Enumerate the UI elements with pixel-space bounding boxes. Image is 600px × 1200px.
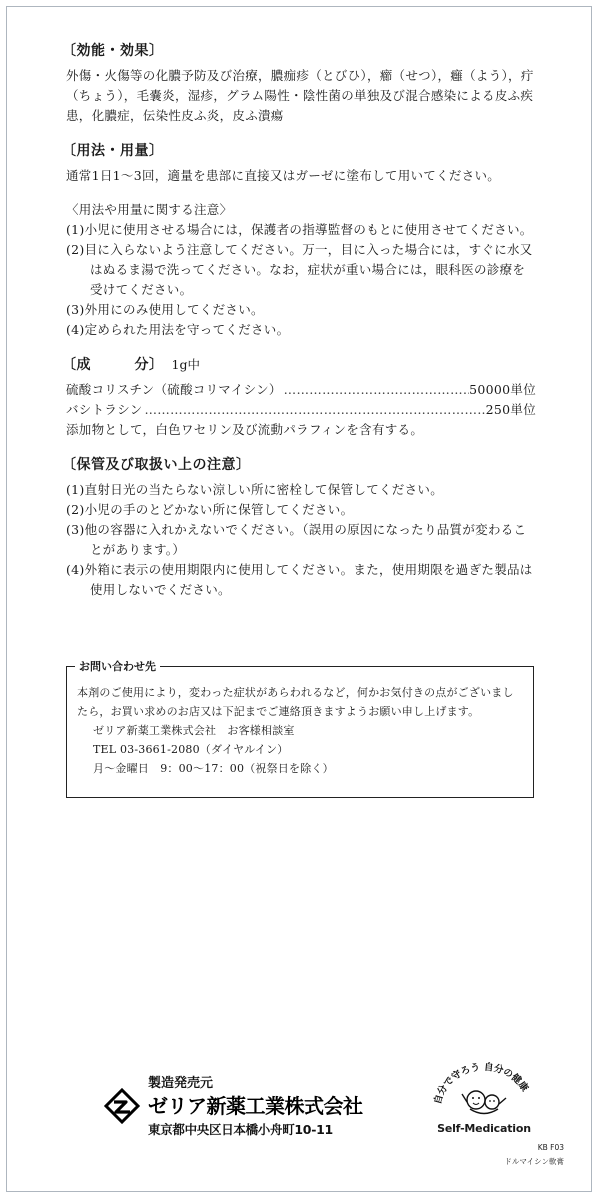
self-medication-mascot-icon (430, 1058, 538, 1124)
contact-tel: TEL 03-3661-2080（ダイヤルイン） (93, 743, 289, 756)
manufacturer-block (104, 1072, 404, 1142)
self-medication-arc-text: 自分で守ろう 自分の健康 (432, 1061, 531, 1106)
ingredient-name: 硫酸コリスチン（硫酸コリマイシン） (66, 382, 282, 397)
leader-dots (282, 380, 469, 400)
self-medication-logo (430, 1058, 538, 1138)
ingredients-amount: 1g中 (171, 357, 200, 372)
product-name: ドルマイシン軟膏 (504, 1157, 564, 1166)
self-medication-label: Self-Medication (437, 1122, 531, 1135)
zeria-logo-icon (104, 1088, 140, 1124)
dosage-note: (1)小児に使用させる場合には，保護者の指導監督のもとに使用させてください。 (66, 222, 533, 237)
ingredient-value: 250単位 (485, 402, 536, 417)
storage-item: (2)小児の手のとどかない所に保管してください。 (66, 502, 354, 517)
storage-item: (3)他の容器に入れかえないでください。（誤用の原因になったり品質が変わることがあります。） (66, 522, 527, 557)
dosage-note: (2)目に入らないよう注意してください。万一，目に入った場合には，すぐに水又はぬるま湯で洗ってください。なお，症状が重い場合には，眼科医の診療を受けてください。 (66, 242, 533, 297)
effects-heading: 〔効能・効果〕 (62, 43, 164, 59)
ingredient-value: 50000単位 (469, 382, 536, 397)
dosage-heading: 〔用法・用量〕 (62, 143, 164, 159)
storage-heading: 〔保管及び取扱い上の注意〕 (62, 457, 251, 473)
ingredients-section (62, 354, 536, 440)
contact-company: ゼリア新薬工業株式会社 お客様相談室 (93, 724, 295, 737)
ingredients-header (62, 354, 536, 380)
ingredients-heading: 〔成 分〕 (62, 357, 164, 373)
contact-title: お問い合わせ先 (75, 658, 160, 674)
contact-box (66, 660, 534, 798)
dosage-note: (4)定められた用法を守ってください。 (66, 322, 290, 337)
leader-dots (143, 400, 486, 420)
contact-text: 本剤のご使用により，変わった症状があらわれるなど，何かお気付きの点がございましたら，お買い求めのお店又は下記までご連絡頂きますようお願い申し上げます。 (77, 686, 514, 718)
ingredients-additives: 添加物として，白色ワセリン及び流動パラフィンを含有する。 (66, 422, 424, 437)
storage-item: (4)外箱に表示の使用期限内に使用してください。また，使用期限を過ぎた製品は使用しないでください。 (66, 562, 533, 597)
effects-text: 外傷・火傷等の化膿予防及び治療，膿痂疹（とびひ），癤（せつ），癰（よう），疔（ちょう），毛嚢炎，湿疹，グラム陽性・陰性菌の単独及び混合感染による皮ふ疾患，化膿症，伝染性皮ふ炎，皮ふ潰瘍 (66, 68, 534, 123)
product-code: KB F03 (537, 1143, 564, 1152)
dosage-text: 通常1日1～3回，適量を患部に直接又はガーゼに塗布して用いてください。 (66, 168, 501, 183)
dosage-section (62, 140, 536, 340)
dosage-note: (3)外用にのみ使用してください。 (66, 302, 264, 317)
ingredient-row (66, 380, 536, 400)
dosage-notes-heading: 〈用法や用量に関する注意〉 (66, 202, 233, 217)
effects-section (62, 40, 536, 126)
document-body (62, 40, 536, 614)
ingredient-row (66, 400, 536, 420)
manufacturer-name: ゼリア新薬工業株式会社 (148, 1094, 363, 1118)
storage-item: (1)直射日光の当たらない涼しい所に密栓して保管してください。 (66, 482, 444, 497)
ingredient-name: バシトラシン (66, 402, 143, 417)
contact-hours: 月～金曜日 9：00～17：00（祝祭日を除く） (93, 762, 334, 775)
manufacturer-role: 製造発売元 (148, 1076, 214, 1091)
manufacturer-address: 東京都中央区日本橋小舟町10-11 (148, 1122, 333, 1137)
svg-text:自分で守ろう 自分の健康 (431, 1061, 531, 1106)
storage-section (62, 454, 536, 600)
